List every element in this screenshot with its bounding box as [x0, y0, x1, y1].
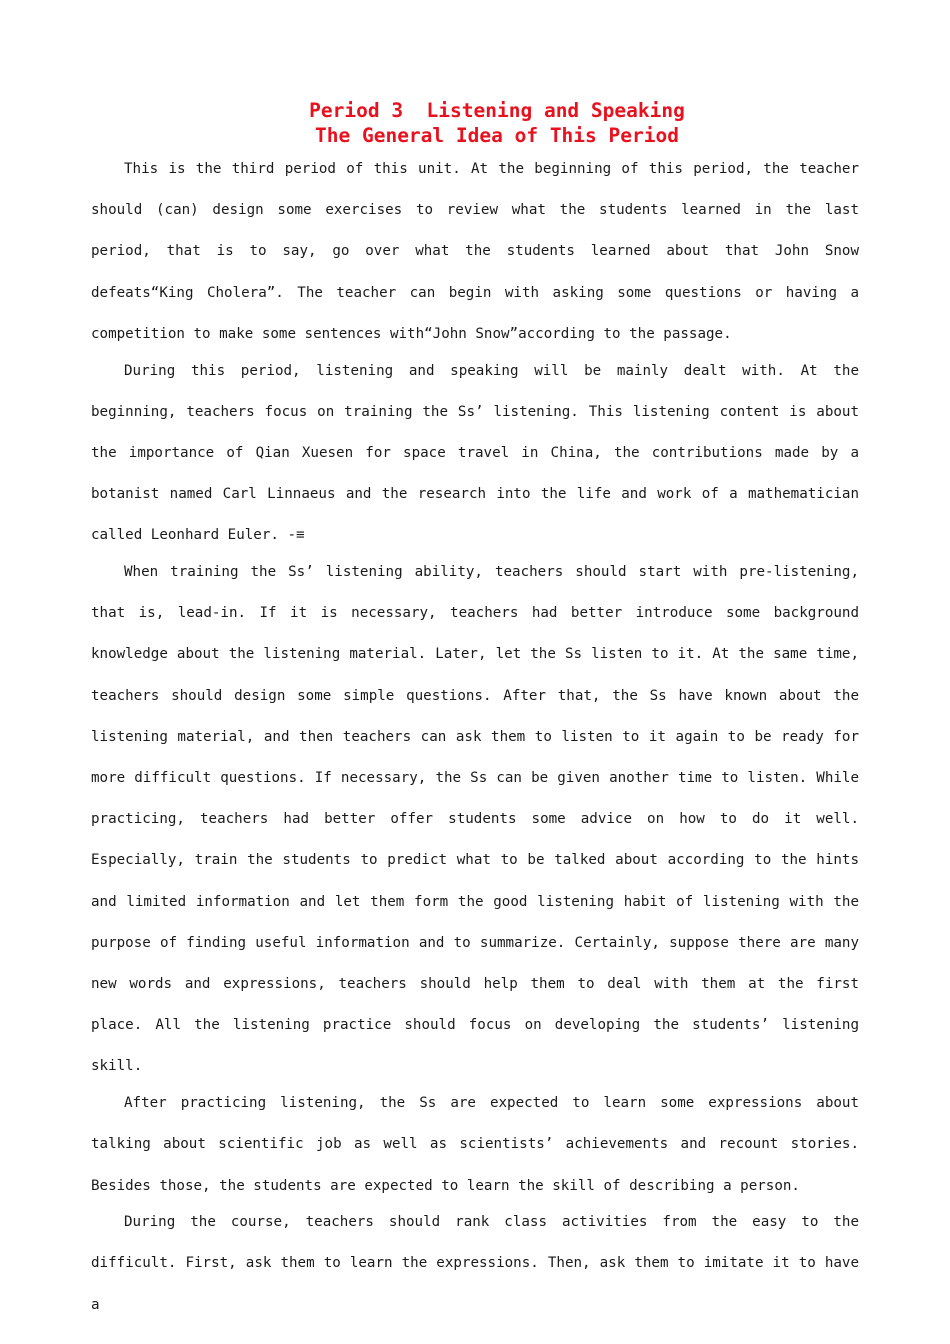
paragraph: During this period, listening and speaking will be mainly dealt with. At the beginning, teachers focus on training the Ss’ listening. This listening content is about the importance of Qian Xuesen for space travel in China, the contributions made by a botanist named Carl Linnaeus and the research into the life and work of a mathematician called Leonhard Euler. -≡	[91, 362, 859, 544]
page-subtitle: The General Idea of This Period	[315, 124, 679, 147]
paragraph: After practicing listening, the Ss are expected to learn some expressions about talking about scientific job as well as scientists’ achievements and recount stories. Besides those, the students are expected to learn the skill of describing a person.	[91, 1095, 859, 1194]
body-text	[91, 149, 859, 1326]
page-title: Period 3 Listening and Speaking	[309, 99, 685, 122]
paragraph: During the course, teachers should rank class activities from the easy to the difficult. First, ask them to learn the expressions. Then, ask them to imitate it to have a	[91, 1214, 859, 1313]
paragraph: When training the Ss’ listening ability, teachers should start with pre-listening, that is, lead-in. If it is necessary, teachers had better introduce some background knowledge about the listening material. Later, let the Ss listen to it. At the same time, teachers should design some simple questions. After that, the Ss have known about the listening material, and then teachers can ask them to listen to it again to be ready for more difficult questions. If necessary, the Ss can be given another time to listen. While practicing, teachers had better offer students some advice on how to do it well. Especially, train the students to predict what to be talked about according to the hints and limited information and let them form the good listening habit of listening with the purpose of finding useful information and to summarize. Certainly, suppose there are many new words and expressions, teachers should help them to deal with them at the first place. All the listening practice should focus on developing the students’ listening skill.	[91, 564, 859, 1075]
title-block	[0, 98, 950, 148]
paragraph: This is the third period of this unit. At the beginning of this period, the teacher should (can) design some exercises to review what the students learned in the last period, that is to say, go over what the students learned about that John Snow defeats“King Cholera”. The teacher can begin with asking some questions or having a competition to make some sentences with“John Snow”according to the passage.	[91, 161, 859, 342]
